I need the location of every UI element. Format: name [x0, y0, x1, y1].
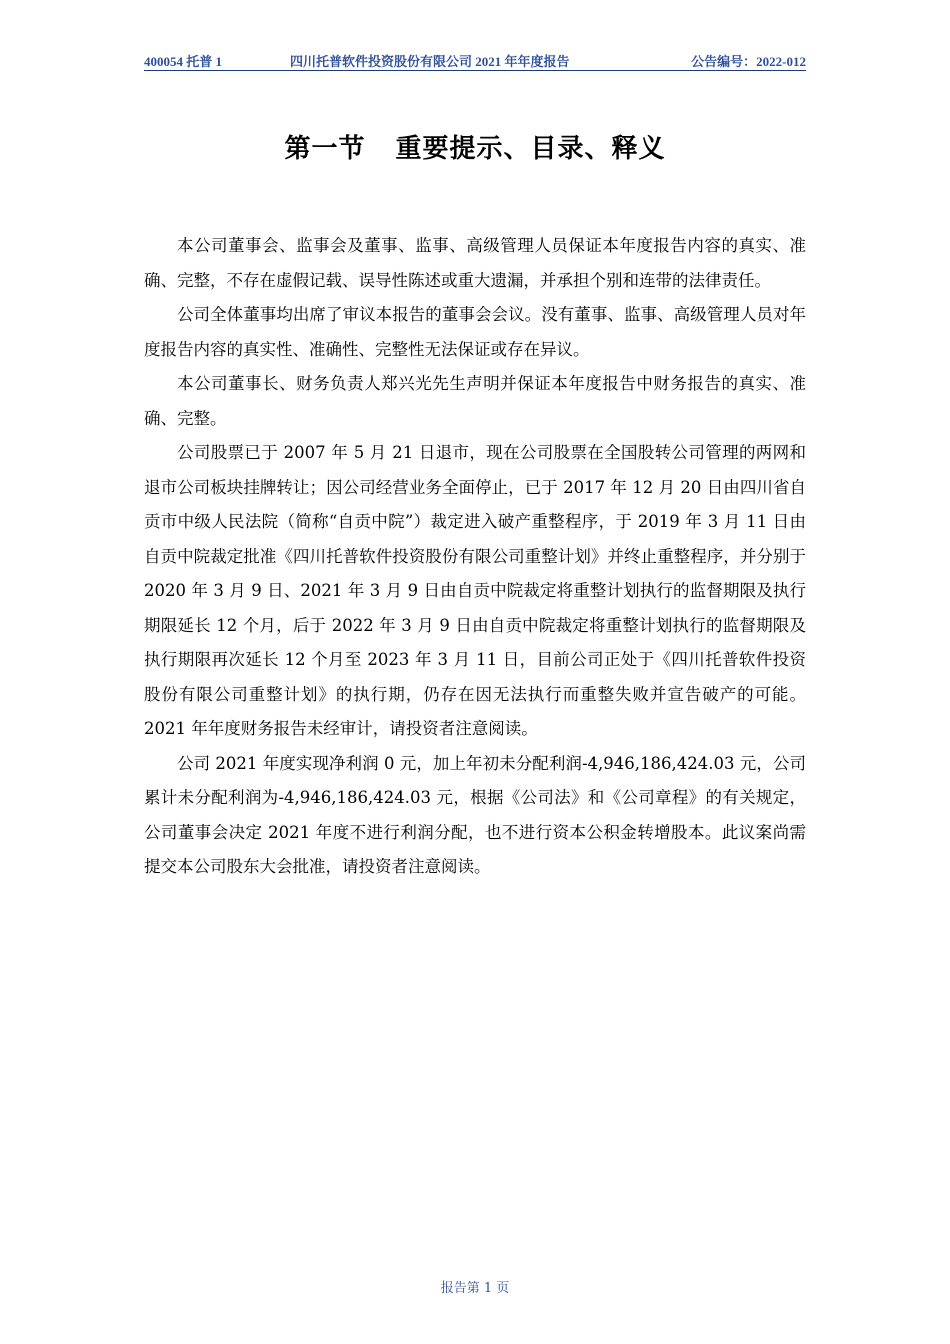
header-report-title: 四川托普软件投资股份有限公司 2021 年年度报告	[290, 54, 570, 69]
paragraph-board-attendance: 公司全体董事均出席了审议本报告的董事会会议。没有董事、监事、高级管理人员对年度报告内容的真实性、准确性、完整性无法保证或存在异议。	[144, 305, 806, 359]
section-name: 重要提示、目录、释义	[395, 134, 666, 164]
paragraph-delisting-reorganization: 公司股票已于 2007 年 5 月 21 日退市，现在公司股票在全国股转公司管理的两网和退市公司板块挂牌转让；因公司经营业务全面停止，已于 2017 年 12 月 20 日由四川省自贡市中级人民法院（简称“自贡中院”）裁定进入破产重整程序，于 2019 年 3 月 11 日由自贡中院裁定批准《四川托普软件投资股份有限公司重整计划》并终止重整程序，并分别于 2020 年 3 月 9 日、2021 年 3 月 9 日由自贡中院裁定将重整计划执行的监督期限及执行期限延长 12 个月，后于 2022 年 3 月 9 日由自贡中院裁定将重整计划执行的监督期限及执行期限再次延长 12 个月至 2023 年 3 月 11 日，目前公司正处于《四川托普软件投资股份有限公司重整计划》的执行期，仍存在因无法执行而重整失败并宣告破产的可能。2021 年年度财务报告未经审计，请投资者注意阅读。	[144, 443, 806, 738]
page-header	[144, 50, 806, 71]
section-number: 第一节	[284, 134, 366, 164]
header-announcement-number: 公告编号：2022-012	[691, 54, 806, 69]
paragraph-profit-distribution: 公司 2021 年度实现净利润 0 元，加上年初未分配利润-4,946,186,424.03 元，公司累计未分配利润为-4,946,186,424.03 元，根据《公司法》和《公司章程》的有关规定，公司董事会决定 2021 年度不进行利润分配，也不进行资本公积金转增股本。此议案尚需提交本公司股东大会批准，请投资者注意阅读。	[144, 753, 806, 876]
section-title	[0, 128, 950, 165]
header-stock-code: 400054 托普 1	[144, 54, 223, 69]
paragraph-board-guarantee: 本公司董事会、监事会及董事、监事、高级管理人员保证本年度报告内容的真实、准确、完整，不存在虚假记载、误导性陈述或重大遗漏，并承担个别和连带的法律责任。	[144, 236, 806, 290]
paragraph-chairman-statement: 本公司董事长、财务负责人郑兴光先生声明并保证本年度报告中财务报告的真实、准确、完整。	[144, 374, 806, 428]
page-footer	[0, 1277, 950, 1296]
body-text	[144, 229, 806, 885]
page-number: 报告第 1 页	[440, 1281, 510, 1296]
